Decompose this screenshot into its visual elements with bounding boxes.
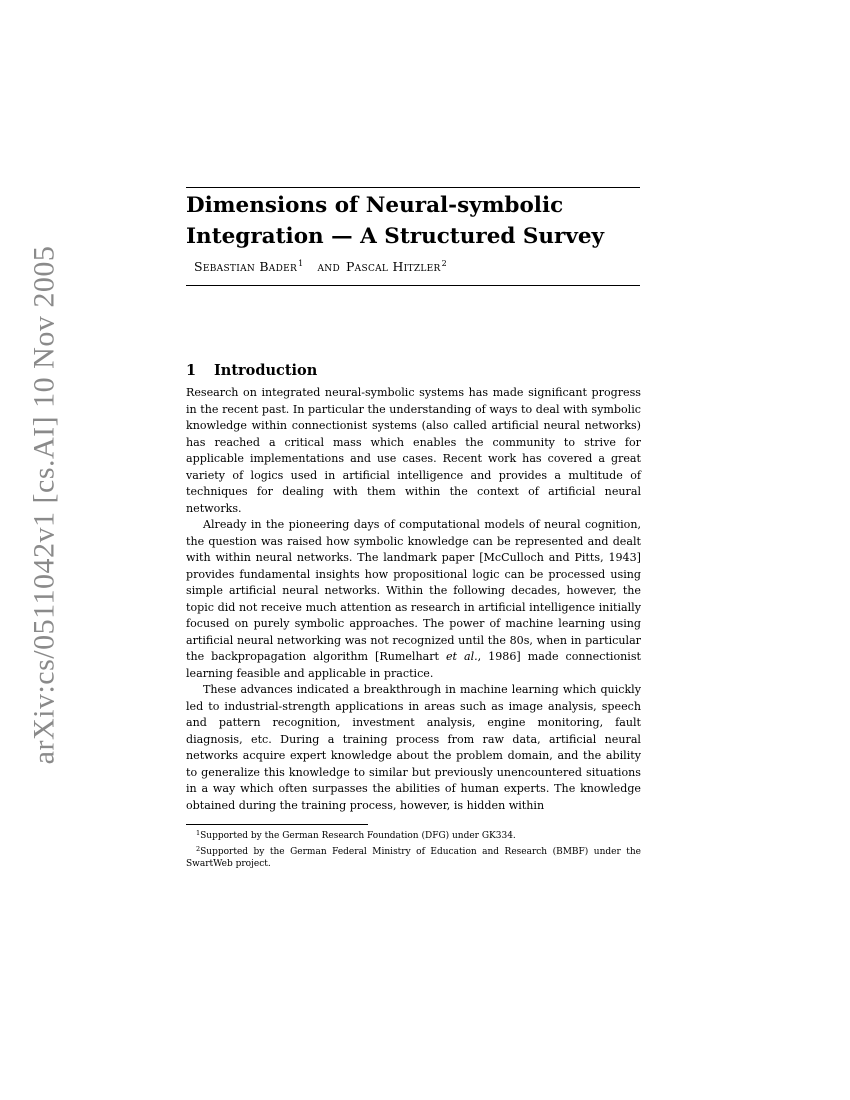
paragraph-2	[186, 517, 641, 682]
title-line-1: Dimensions of Neural-symbolic	[186, 193, 564, 218]
title-line-2: Integration — A Structured Survey	[186, 224, 605, 249]
citation-rumelhart-etal: et al.	[445, 650, 478, 663]
citation-rumelhart	[375, 650, 521, 663]
body-text	[186, 385, 641, 814]
footnotes	[186, 827, 641, 871]
footnote-2-text: Supported by the German Federal Ministry of Education and Research (BMBF) under the SwartWeb project.	[186, 846, 641, 869]
section-title: Introduction	[214, 362, 318, 379]
title-top-rule	[186, 187, 640, 188]
author-line	[194, 256, 640, 275]
citation-mcculloch-pitts: [McCulloch and Pitts, 1943]	[479, 551, 641, 564]
paragraph-2-text-a: Already in the pioneering days of computational models of neural cognition, the question was raised how symbolic knowledge can be represented and dealt with within neural networks. The landmark paper	[186, 518, 641, 564]
footnote-2	[186, 843, 641, 871]
author-1-name: Sebastian Bader	[194, 259, 298, 274]
author-2-footnote-mark: 2	[441, 259, 448, 268]
author-conjunction: and	[317, 259, 340, 274]
footnote-1-text: Supported by the German Research Foundation (DFG) under GK334.	[200, 831, 516, 841]
arxiv-identifier-text: arXiv:cs/0511042v1 [cs.AI] 10 Nov 2005	[27, 245, 60, 765]
author-2-name: Pascal Hitzler	[345, 259, 441, 274]
paragraph-1: Research on integrated neural-symbolic systems has made significant progress in the recent past. In particular the understanding of ways to deal with symbolic knowledge within connectionist systems (also called artificial neural networks) has reached a critical mass which enables the community to strive for applicable implementations and use cases. Recent work has covered a great variety of logics used in artificial intelligence and provides a multitude of techniques for dealing with them within the context of artificial neural networks.	[186, 386, 641, 515]
paragraph-2-text-b: provides fundamental insights how propositional logic can be processed using simple artificial neural networks. Within the following decades, however, the topic did not receive much attention as research in artificial intelligence initially focused on purely symbolic approaches. The power of machine learning using artificial neural networking was not recognized until the 80s, when in particular the backpropagation algorithm	[186, 567, 641, 663]
arxiv-identifier-stamp	[20, 245, 68, 765]
section-number: 1	[186, 362, 197, 379]
footnote-2-mark: 2	[196, 844, 201, 853]
paragraph-2-text-c: made connectionist learning feasible and applicable in practice.	[186, 650, 641, 680]
paper-title	[186, 190, 640, 252]
footnote-1	[186, 827, 641, 843]
title-bottom-rule	[186, 285, 640, 286]
author-1-footnote-mark: 1	[298, 259, 304, 268]
citation-rumelhart-author: [Rumelhart	[375, 650, 439, 663]
citation-rumelhart-year: , 1986]	[477, 650, 521, 663]
footnote-rule	[186, 824, 368, 825]
paragraph-3: These advances indicated a breakthrough in machine learning which quickly led to industrial-strength applications in areas such as image analysis, speech and pattern recognition, investment analysis, engine monitoring, fault diagnosis, etc. During a training process from raw data, artificial neural networks acquire expert knowledge about the problem domain, and the ability to generalize this knowledge to similar but previously unencountered situations in a way which often surpasses the abilities of human experts. The knowledge obtained during the training process, however, is hidden within	[186, 683, 641, 812]
section-heading	[186, 362, 317, 380]
footnote-1-mark: 1	[196, 829, 201, 837]
